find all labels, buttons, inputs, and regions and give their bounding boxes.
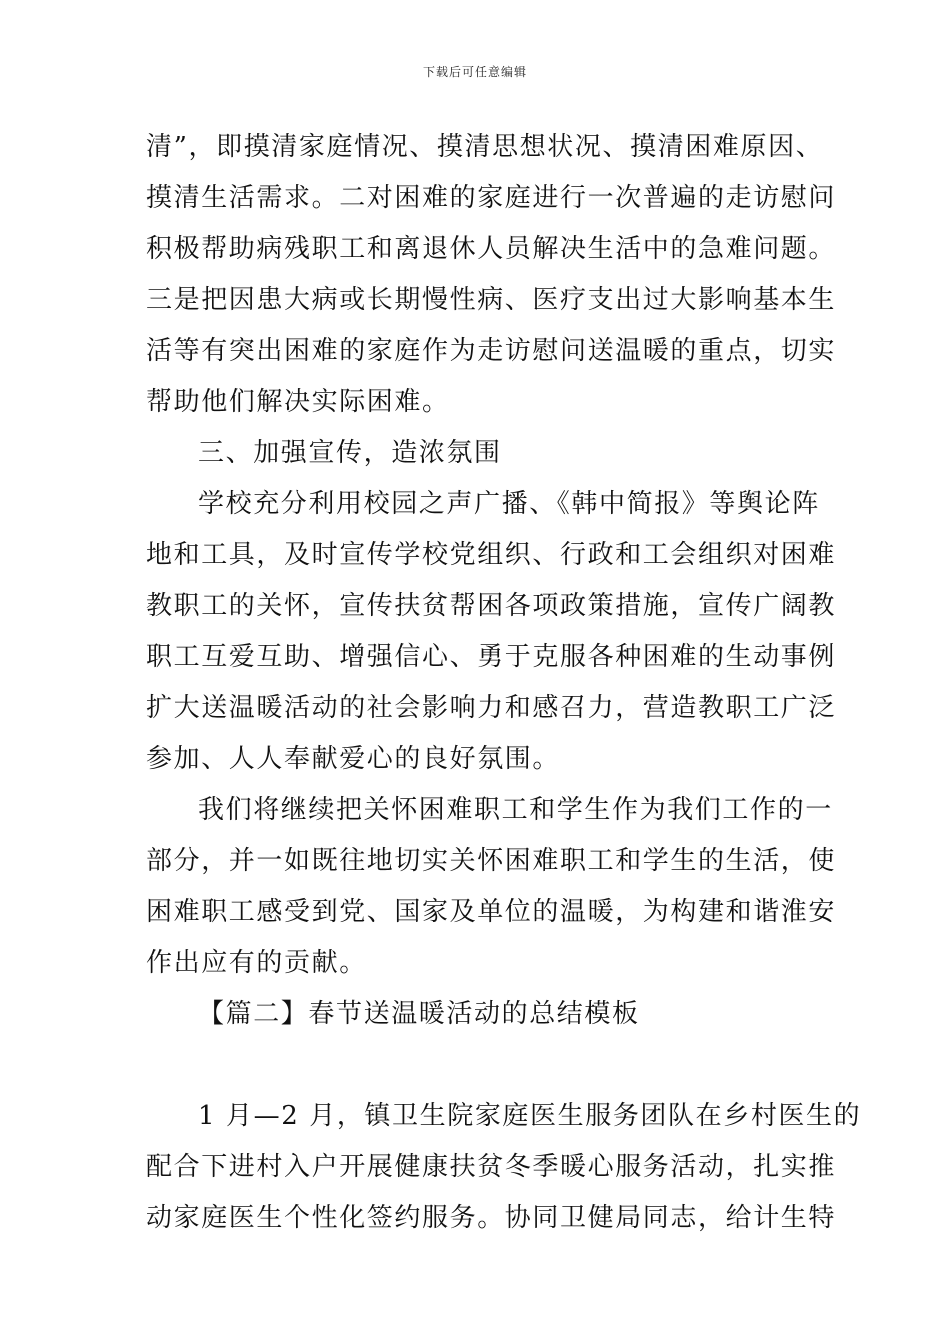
text-line: 我们将继续把关怀困难职工和学生作为我们工作的一 — [198, 795, 833, 825]
section-heading: 三、加强宣传，造浓氛围 — [198, 438, 502, 468]
text-line: 清”，即摸清家庭情况、摸清思想状况、摸清困难原因、 — [146, 132, 824, 162]
text-line: 困难职工感受到党、国家及单位的温暖，为构建和谐淮安 — [146, 897, 837, 927]
blank-line — [146, 1040, 811, 1091]
text-line: 活等有突出困难的家庭作为走访慰问送温暖的重点，切实 — [146, 336, 837, 366]
text-line: 配合下进村入户开展健康扶贫冬季暖心服务活动，扎实推 — [146, 1152, 837, 1182]
text-line: 部分，并一如既往地切实关怀困难职工和学生的生活，使 — [146, 846, 837, 876]
text-line: 学校充分利用校园之声广播、《韩中简报》等舆论阵 — [198, 489, 820, 519]
text-line: 参加、人人奉献爱心的良好氛围。 — [146, 744, 561, 774]
document-body — [146, 122, 862, 1244]
text-line: 职工互爱互助、增强信心、勇于克服各种困难的生动事例 — [146, 642, 837, 672]
text-line: 积极帮助病残职工和离退休人员解决生活中的急难问题。 — [146, 234, 837, 264]
text-line: 三是把因患大病或长期慢性病、医疗支出过大影响基本生 — [146, 285, 837, 315]
text-line: 教职工的关怀，宣传扶贫帮困各项政策措施，宣传广阔教 — [146, 591, 837, 621]
text-line: 帮助他们解决实际困难。 — [146, 387, 450, 417]
text-line: 动家庭医生个性化签约服务。协同卫健局同志，给计生特 — [146, 1203, 837, 1233]
text-line: 地和工具，及时宣传学校党组织、行政和工会组织对困难 — [146, 540, 837, 570]
text-line: 作出应有的贡献。 — [146, 948, 367, 978]
page-header: 下载后可任意编辑 — [422, 65, 527, 79]
text-line: 1 月—2 月，镇卫生院家庭医生服务团队在乡村医生的 — [198, 1101, 862, 1131]
text-line: 扩大送温暖活动的社会影响力和感召力，营造教职工广泛 — [146, 693, 837, 723]
text-line: 摸清生活需求。二对困难的家庭进行一次普遍的走访慰问 — [146, 183, 837, 213]
section-title: 【篇二】春节送温暖活动的总结模板 — [198, 999, 640, 1029]
